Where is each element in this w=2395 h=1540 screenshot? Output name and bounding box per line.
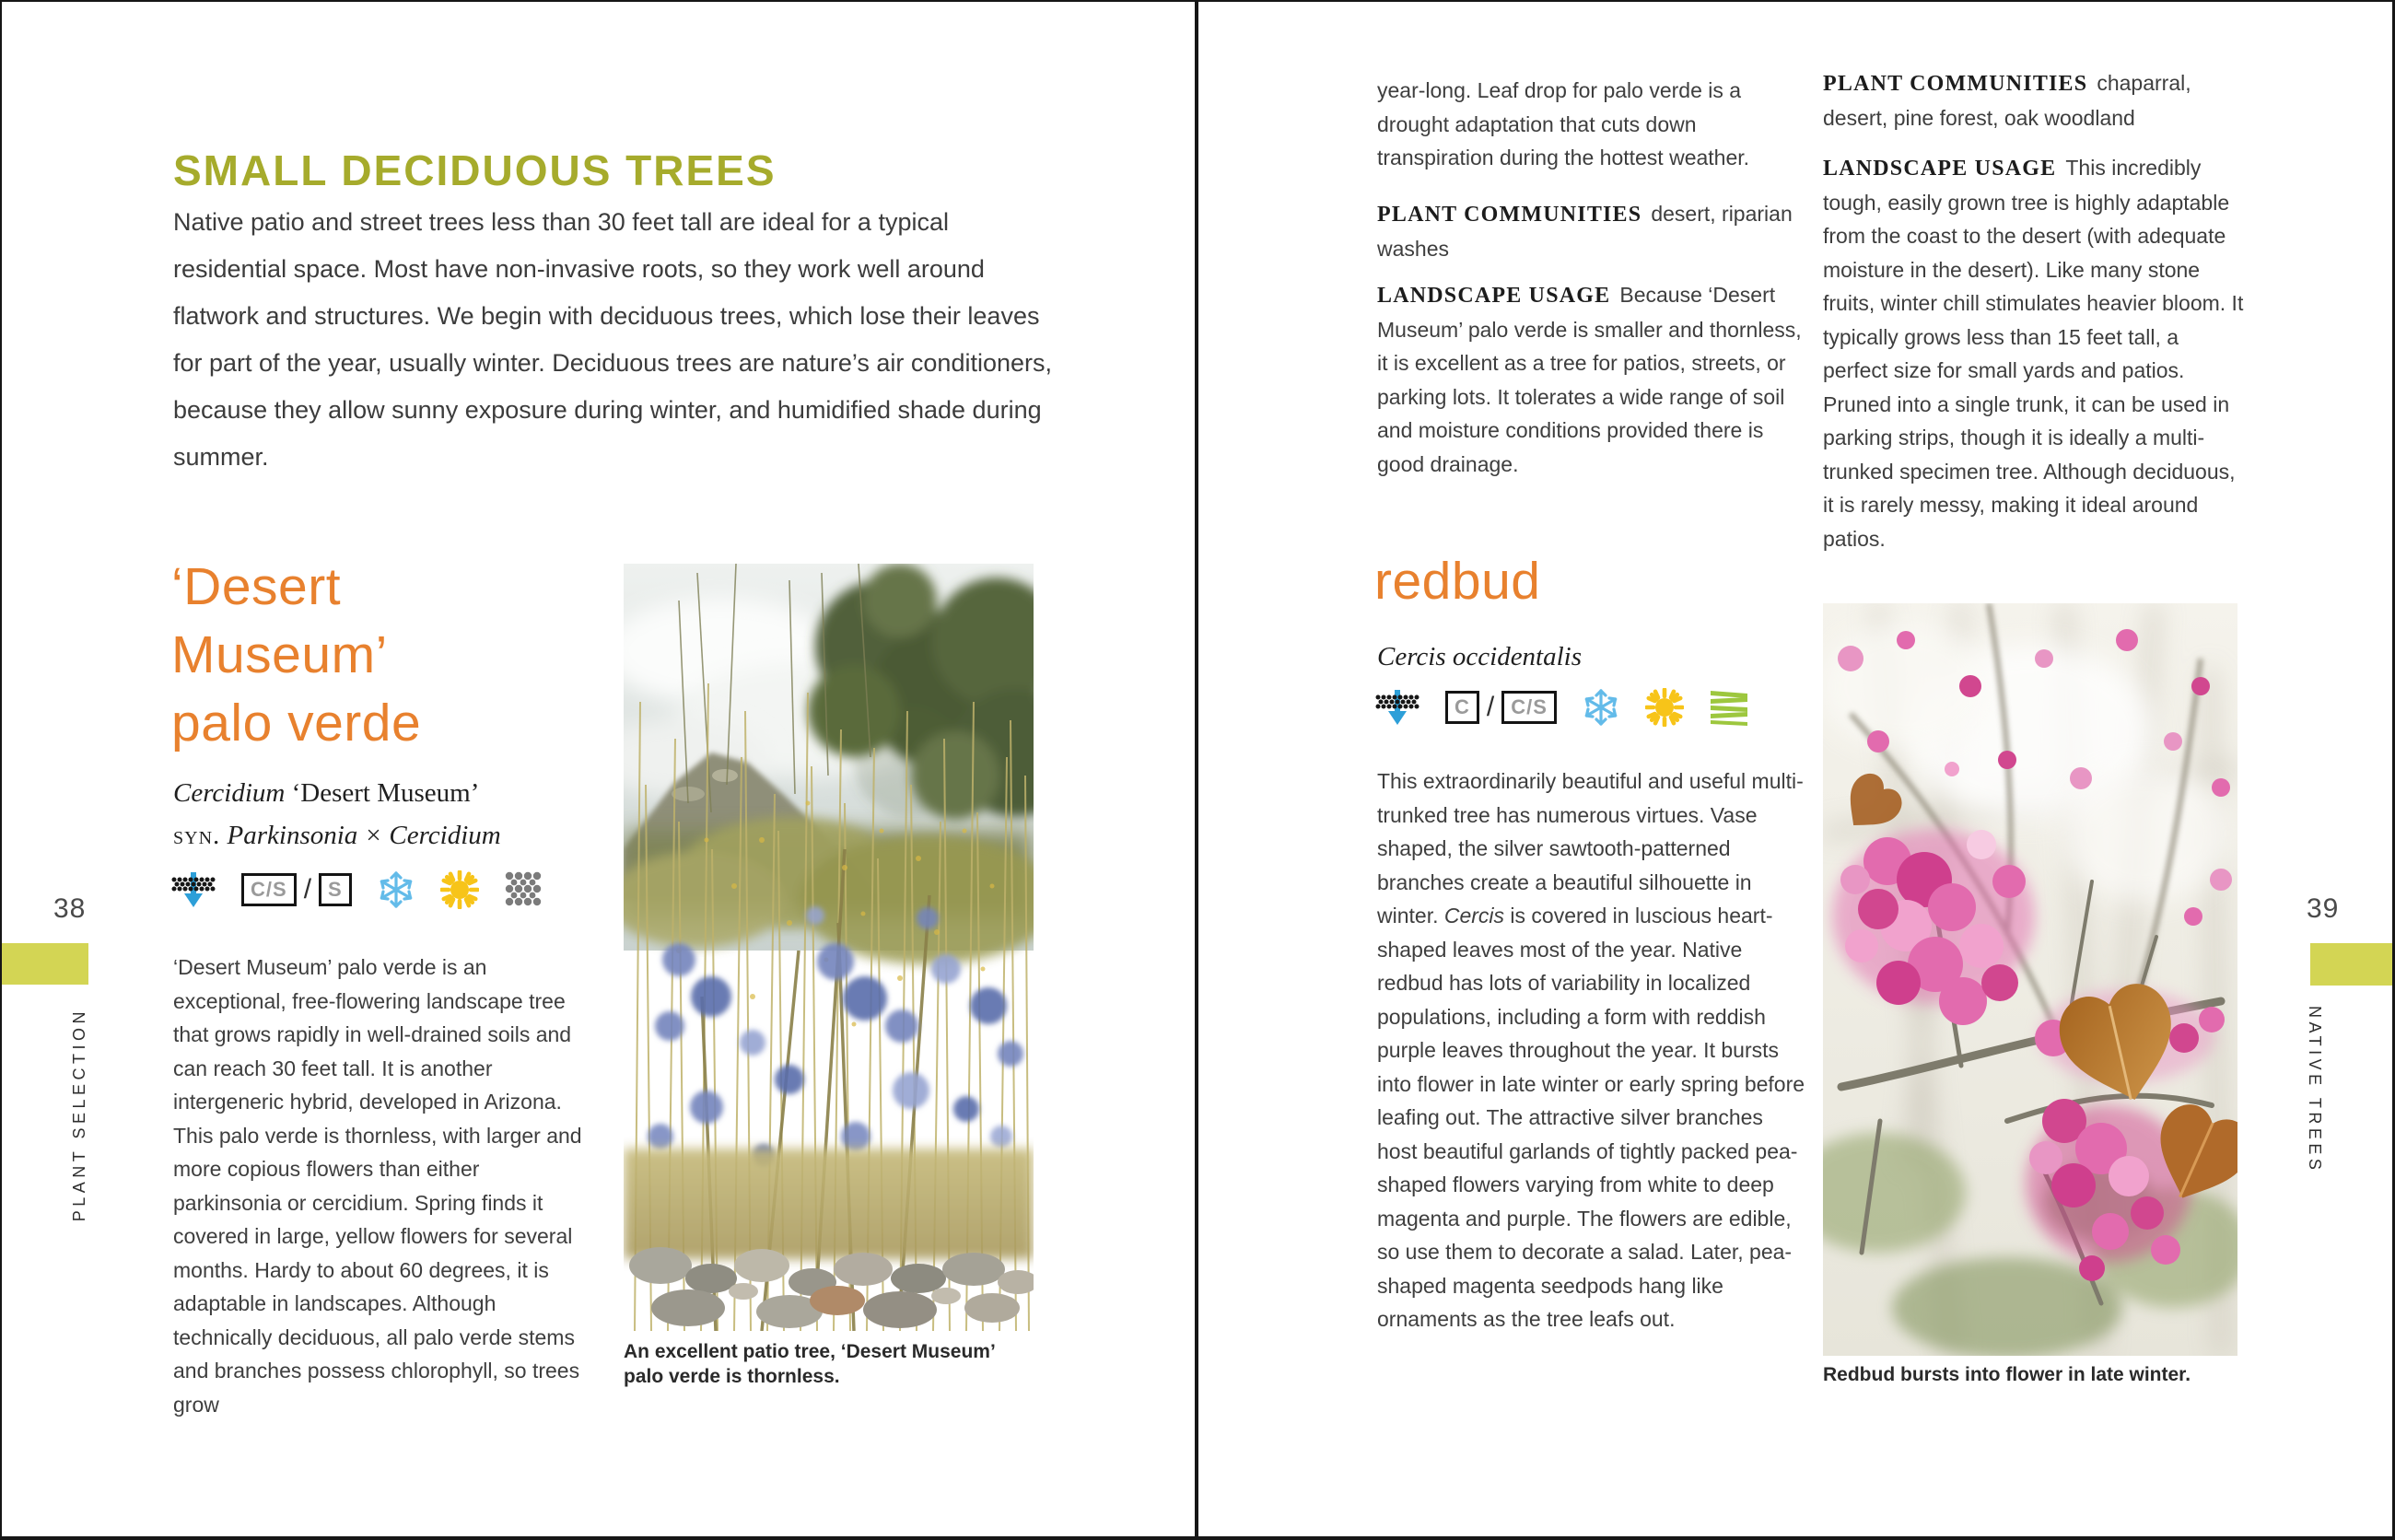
botanical-name bbox=[173, 772, 652, 814]
photo-caption: An excellent patio tree, ‘Desert Museum’ palo verde is thornless. bbox=[624, 1341, 995, 1387]
chapter-tab bbox=[2, 943, 88, 985]
landscape-usage-label: LANDSCAPE USAGE bbox=[1377, 284, 1611, 308]
plant-description bbox=[1377, 764, 1805, 1336]
low-water-icon bbox=[170, 870, 216, 909]
description-genus-italic: Cercis bbox=[1443, 904, 1505, 928]
section-intro: Native patio and street trees less than 30 feet tall are ideal for a typical residential space. Most have non-invasive roots, so they work well around flatwork and structures. We begin with deciduous trees, which lose their leaves for part of the year, usually winter. Deciduous trees are nature’s air conditioners, because they allow sunny exposure during winter, and humidified shade during summer. bbox=[173, 208, 1053, 471]
green-stripes-icon bbox=[1709, 688, 1749, 727]
palo-verde-photo bbox=[624, 564, 1034, 1331]
photo-caption: Redbud bursts into flower in late winter. bbox=[1823, 1364, 2191, 1385]
spine-label: NATIVE TREES bbox=[2306, 1006, 2324, 1174]
botanical-name: Cercis occidentalis bbox=[1377, 642, 1583, 671]
botanical-genus: Cercidium bbox=[173, 778, 286, 808]
snowflake-icon bbox=[1582, 688, 1620, 727]
exposure-chips bbox=[1445, 691, 1557, 723]
landscape-usage-entry bbox=[1377, 278, 1803, 481]
sun-icon bbox=[1645, 688, 1684, 727]
plant-communities-value: desert, riparian washes bbox=[1377, 202, 1793, 261]
plant-communities-label: PLANT COMMUNITIES bbox=[1823, 72, 2088, 96]
care-icon-row bbox=[1374, 685, 1749, 729]
chip-separator: / bbox=[303, 873, 312, 904]
plant-description: ‘Desert Museum’ palo verde is an exceptional, free-flowering landscape tree that grows rapidly in well-drained soils and can reach 30 feet tall. It is another intergeneric hybrid, developed in Arizona. This palo verde is thornless, with larger and more copious flowers than either parkinsonia or cercidium. Spring finds it covered in large, yellow flowers for several months. Hardy to about 60 degrees, it is adaptable in landscapes. Although technically deciduous, all palo verde stems and branches possess chlorophyll, so trees grow bbox=[173, 955, 582, 1417]
page-number: 39 bbox=[2307, 893, 2340, 924]
sun-icon bbox=[440, 870, 479, 909]
description-pre: This extraordinarily beautiful and useful multi-trunked tree has numerous virtues. Vase shaped, the silver sawtooth-patterned branches create a beautiful silhouette in winter. bbox=[1377, 769, 1804, 928]
botanical-name-block bbox=[173, 772, 652, 857]
page-number: 38 bbox=[53, 893, 87, 924]
plant-title-line: ‘Desert bbox=[171, 557, 342, 616]
exposure-chip-cs: C/S bbox=[1501, 691, 1557, 723]
care-icon-row bbox=[170, 868, 544, 912]
exposure-chip-cs: C/S bbox=[241, 873, 297, 905]
syn-name: Parkinsonia × Cercidium bbox=[227, 821, 501, 850]
page-divider bbox=[1195, 2, 1198, 1540]
exposure-chips bbox=[241, 873, 352, 905]
low-water-icon bbox=[1374, 688, 1420, 727]
redbud-photo bbox=[1823, 603, 2237, 1356]
exposure-chip-c: C bbox=[1445, 691, 1479, 723]
plant-communities-value: chaparral, desert, pine forest, oak woodland bbox=[1823, 71, 2191, 130]
plant-title-line: Museum’ bbox=[171, 625, 388, 684]
continued-text: year-long. Leaf drop for palo verde is a drought adaptation that cuts down transpiration during the hottest weather. bbox=[1377, 78, 1750, 169]
plant-title-line: palo verde bbox=[171, 694, 422, 752]
section-heading: SMALL DECIDUOUS TREES bbox=[173, 146, 777, 194]
landscape-usage-label: LANDSCAPE USAGE bbox=[1823, 157, 2057, 181]
landscape-usage-value: This incredibly tough, easily grown tree is highly adaptable from the coast to the desert (with adequate moisture in the desert). Like many stone fruits, winter chill stimulates heavier bloom. It typically grows less than 15 feet tall, a perfect size for small yards and patios. Pruned into a single trunk, it can be used in parking strips, though it is ideally a multi-trunked specimen tree. Although deciduous, it is rarely messy, making it ideal around patios. bbox=[1823, 156, 2244, 551]
chapter-tab bbox=[2310, 943, 2395, 986]
plant-title-redbud: redbud bbox=[1374, 552, 1541, 611]
botanical-cultivar: ‘Desert Museum’ bbox=[285, 778, 480, 808]
plant-communities-entry bbox=[1377, 197, 1803, 265]
plant-communities-entry bbox=[1823, 66, 2249, 134]
syn-label: syn. bbox=[173, 821, 221, 850]
spine-label: PLANT SELECTION bbox=[70, 1008, 88, 1222]
snowflake-icon bbox=[377, 870, 415, 909]
description-post: is covered in luscious heart-shaped leaves most of the year. Native redbud has lots of variability in localized populations, including a form with reddish purple leaves throughout the year. It bursts into flower in late winter or early spring before leafing out. The attractive silver branches host beautiful garlands of tightly packed pea-shaped flowers varying from white to deep magenta and purple. The flowers are edible, so use them to decorate a salad. Later, pea-shaped magenta seedpods hang like ornaments as the tree leafs out. bbox=[1377, 904, 1805, 1331]
plant-communities-label: PLANT COMMUNITIES bbox=[1377, 203, 1642, 227]
landscape-usage-value: Because ‘Desert Museum’ palo verde is smaller and thornless, it is excellent as a tree for patios, streets, or parking lots. It tolerates a wide range of soil and moisture conditions provided there is good drainage. bbox=[1377, 283, 1802, 476]
botanical-synonym bbox=[173, 814, 652, 857]
exposure-chip-s: S bbox=[319, 873, 352, 905]
checker-grid-icon bbox=[504, 870, 544, 909]
plant-title-palo-verde bbox=[171, 553, 650, 757]
chip-separator: / bbox=[1486, 691, 1495, 722]
landscape-usage-entry bbox=[1823, 151, 2249, 555]
